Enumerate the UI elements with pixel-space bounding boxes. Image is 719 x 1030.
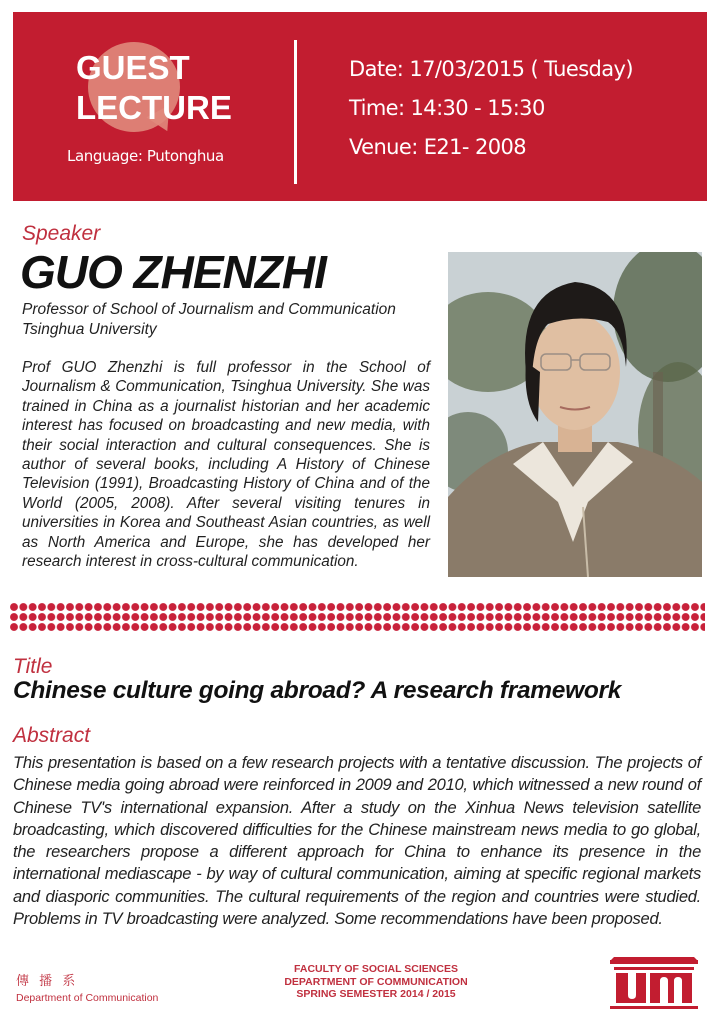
event-date: Date: 17/03/2015 ( Tuesday) — [349, 57, 633, 81]
speaker-photo — [448, 252, 702, 577]
portrait-illustration — [448, 252, 702, 577]
affiliation-line-1: Professor of School of Journalism and Communication — [22, 301, 396, 318]
dotted-divider — [10, 603, 705, 633]
title-label: Title — [13, 655, 53, 678]
department-chinese-name: 傳 播 系 — [16, 974, 79, 989]
speaker-name: GUO ZHENZHI — [20, 246, 326, 298]
department-line: DEPARTMENT OF COMMUNICATION — [284, 975, 468, 988]
speaker-label: Speaker — [22, 222, 101, 245]
title-line-2: LECTURE — [76, 89, 232, 126]
event-venue: Venue: E21- 2008 — [349, 135, 527, 159]
event-info — [349, 50, 633, 167]
affiliation-line-2: Tsinghua University — [22, 321, 157, 338]
event-time: Time: 14:30 - 15:30 — [349, 96, 545, 120]
speaker-bio: Prof GUO Zhenzhi is full professor in the School of Journalism & Communication, Tsinghua University. She was trained in China as a journalist historian and her academic interest has focused on broadcasting and new media, with their social interaction and cultural consequences. She is author of several books, including A History of Chinese Television (1991), Broadcasting History of China and of the World (2005, 2008). After several visiting tenures in universities in Korea and Southeast Asian countries, as well as North America and Europe, she has developed her research interest in cross-cultural communication. — [22, 359, 430, 571]
talk-abstract: This presentation is based on a few research projects with a tentative discussion. The projects of Chinese media going abroad were reinforced in 2009 and 2010, which witnessed a new round of Chinese TV's international expansion. After a study on the Xinhua News television satellite broadcasting, which discovered difficulties for the Chinese mainstream news media to go global, the researchers propose a different approach for China to enhance its presence in the international mediascape - by way of cultural communication, aiming at specific regional markets and diasporic communities. The cultural requirements of the region and countries were studied. Problems in TV broadcasting were analyzed. Some recommendations have been proposed. — [13, 754, 701, 929]
um-logo-icon — [606, 955, 702, 1011]
faculty-line: FACULTY OF SOCIAL SCIENCES — [294, 963, 458, 975]
title-line-1: GUEST — [76, 49, 190, 86]
abstract-label: Abstract — [13, 724, 91, 747]
footer-faculty-info — [276, 963, 476, 1001]
language-label: Language: Putonghua — [67, 147, 224, 165]
semester-line: SPRING SEMESTER 2014 / 2015 — [296, 988, 456, 1000]
vertical-divider — [294, 40, 297, 184]
footer-department — [16, 970, 158, 1004]
guest-lecture-title — [76, 48, 232, 128]
department-english-name: Department of Communication — [16, 992, 159, 1004]
talk-title: Chinese culture going abroad? A research framework — [13, 677, 622, 704]
speaker-affiliation — [22, 300, 396, 340]
